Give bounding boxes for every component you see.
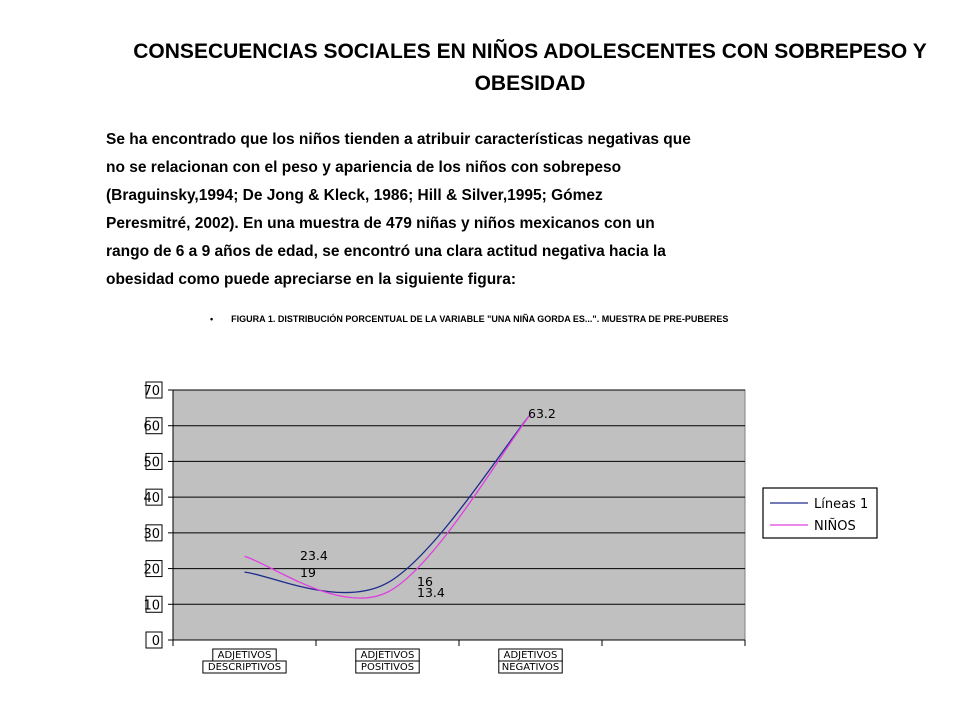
data-label: 23.4 [300,548,328,563]
paragraph-line: Peresmitré, 2002). En una muestra de 479 niñas y niños mexicanos con un [106,215,655,232]
y-tick-label: 20 [143,562,160,578]
x-category-label: DESCRIPTIVOS [207,662,282,673]
legend [763,488,877,538]
data-label: 19 [300,565,316,580]
y-tick-label: 40 [143,491,160,507]
paragraph-line: obesidad como puede apreciarse en la siguiente figura: [106,271,517,288]
y-tick-label: 10 [143,598,160,614]
page-title: CONSECUENCIAS SOCIALES EN NIÑOS ADOLESCENTES CON SOBREPESO Y OBESIDAD [133,40,927,95]
x-axis [173,640,745,673]
y-tick-label: 0 [151,634,160,649]
x-category-label: POSITIVOS [360,662,415,673]
data-label: 16 [417,574,433,589]
y-tick-label: 70 [143,384,160,399]
caption-text: FIGURA 1. DISTRIBUCIÓN PORCENTUAL DE LA VARIABLE "UNA NIÑA GORDA ES...". MUESTRA DE PRE-PUBERES [231,314,729,324]
y-tick-label: 60 [143,419,160,435]
legend-entry: NIÑOS [814,519,856,534]
y-axis [143,382,173,649]
legend-entry: Líneas 1 [814,497,869,512]
y-tick-label: 30 [143,526,160,542]
x-category-label: ADJETIVOS [217,650,272,661]
paragraph-line: Se ha encontrado que los niños tienden a atribuir características negativas que [106,131,691,148]
data-label: 63.2 [528,406,556,421]
bullet-icon: • [210,314,214,324]
x-category-label: NEGATIVOS [501,662,560,673]
x-category-label: ADJETIVOS [503,650,558,661]
y-tick-label: 50 [143,455,160,471]
x-category-label: ADJETIVOS [360,650,415,661]
paragraph-line: (Braguinsky,1994; De Jong & Kleck, 1986; Hill & Silver,1995; Gómez [106,187,603,204]
paragraph-line: no se relacionan con el peso y apariencia de los niños con sobrepeso [106,159,622,176]
data-label: 13.4 [417,585,445,600]
paragraph-line: rango de 6 a 9 años de edad, se encontró una clara actitud negativa hacia la [106,243,666,260]
plot-area [173,390,745,640]
